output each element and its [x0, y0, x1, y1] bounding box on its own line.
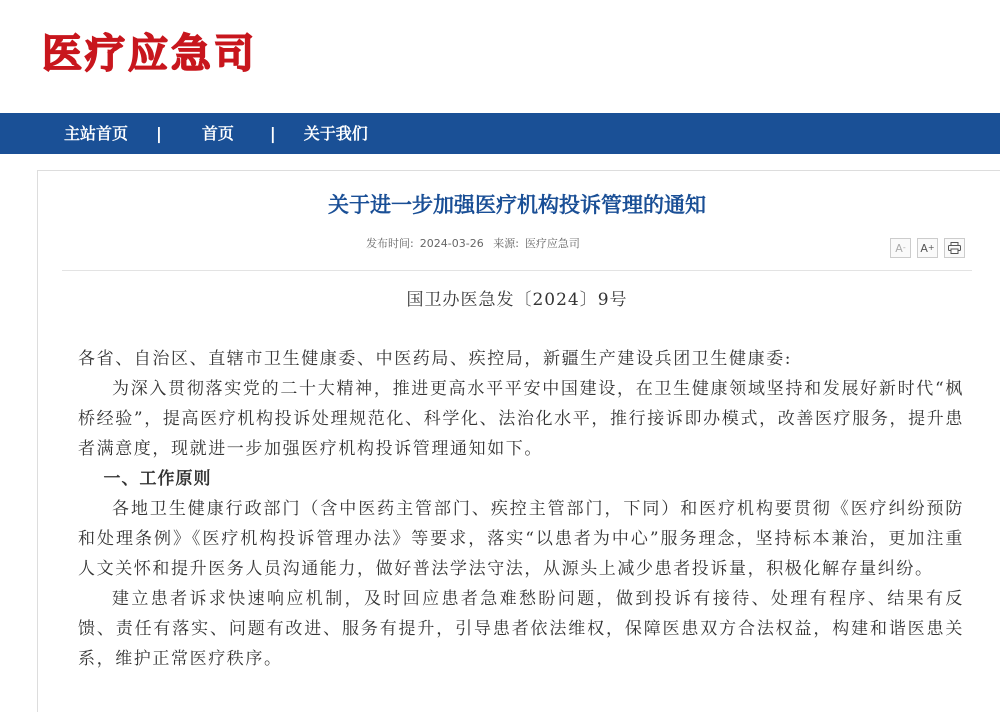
site-logo[interactable]: 医疗应急司	[42, 31, 257, 77]
nav-item-about-us[interactable]: 关于我们	[303, 124, 368, 143]
source-label: 来源:	[493, 237, 519, 250]
article-body	[78, 344, 964, 674]
printer-icon	[948, 242, 961, 254]
title-divider	[62, 270, 972, 271]
salutation-paragraph: 各省、自治区、直辖市卫生健康委、中医药局、疾控局，新疆生产建设兵团卫生健康委:	[78, 349, 793, 369]
nav-separator: |	[269, 124, 276, 143]
document-number: 国卫办医急发〔2024〕9号	[406, 290, 628, 310]
site-header	[0, 0, 1000, 113]
nav-separator: |	[156, 124, 162, 143]
font-increase-icon: A	[920, 241, 928, 255]
font-increase-button[interactable]: A +	[917, 238, 938, 258]
body-paragraph: 建立患者诉求快速响应机制，及时回应患者急难愁盼问题，做到投诉有接待、处理有程序、结果有反馈、责任有落实、问题有改进、服务有提升，引导患者依法维权，保障医患双方合法权益，构建和谐医患关系，维护正常医疗秩序。	[78, 589, 964, 669]
article-tools	[890, 238, 965, 258]
body-paragraph: 为深入贯彻落实党的二十大精神，推进更高水平平安中国建设，在卫生健康领域坚持和发展好新时代“枫桥经验”，提高医疗机构投诉处理规范化、科学化、法治化水平，推行接诉即办模式，改善医疗服务，提升患者满意度，现就进一步加强医疗机构投诉管理通知如下。	[78, 379, 964, 459]
print-button[interactable]	[944, 238, 965, 258]
main-nav	[0, 113, 1000, 154]
publish-date-label: 发布时间:	[366, 237, 414, 250]
font-decrease-icon: A	[895, 241, 903, 255]
article-title: 关于进一步加强医疗机构投诉管理的通知	[328, 193, 706, 217]
source-name: 医疗应急司	[524, 237, 580, 250]
article-meta	[0, 236, 946, 252]
body-paragraph: 各地卫生健康行政部门（含中医药主管部门、疾控主管部门，下同）和医疗机构要贯彻《医疗纠纷预防和处理条例》《医疗机构投诉管理办法》等要求，落实“以患者为中心”服务理念，坚持标本兼治，更加注重人文关怀和提升医务人员沟通能力，做好普法学法守法，从源头上减少患者投诉量，积极化解存量纠纷。	[78, 499, 964, 579]
section-heading: 一、工作原则	[103, 469, 212, 489]
publish-date: 2024-03-26	[419, 237, 484, 250]
nav-item-main-home[interactable]: 主站首页	[64, 124, 129, 143]
font-decrease-button[interactable]: A -	[890, 238, 911, 258]
nav-item-home[interactable]: 首页	[201, 124, 234, 143]
